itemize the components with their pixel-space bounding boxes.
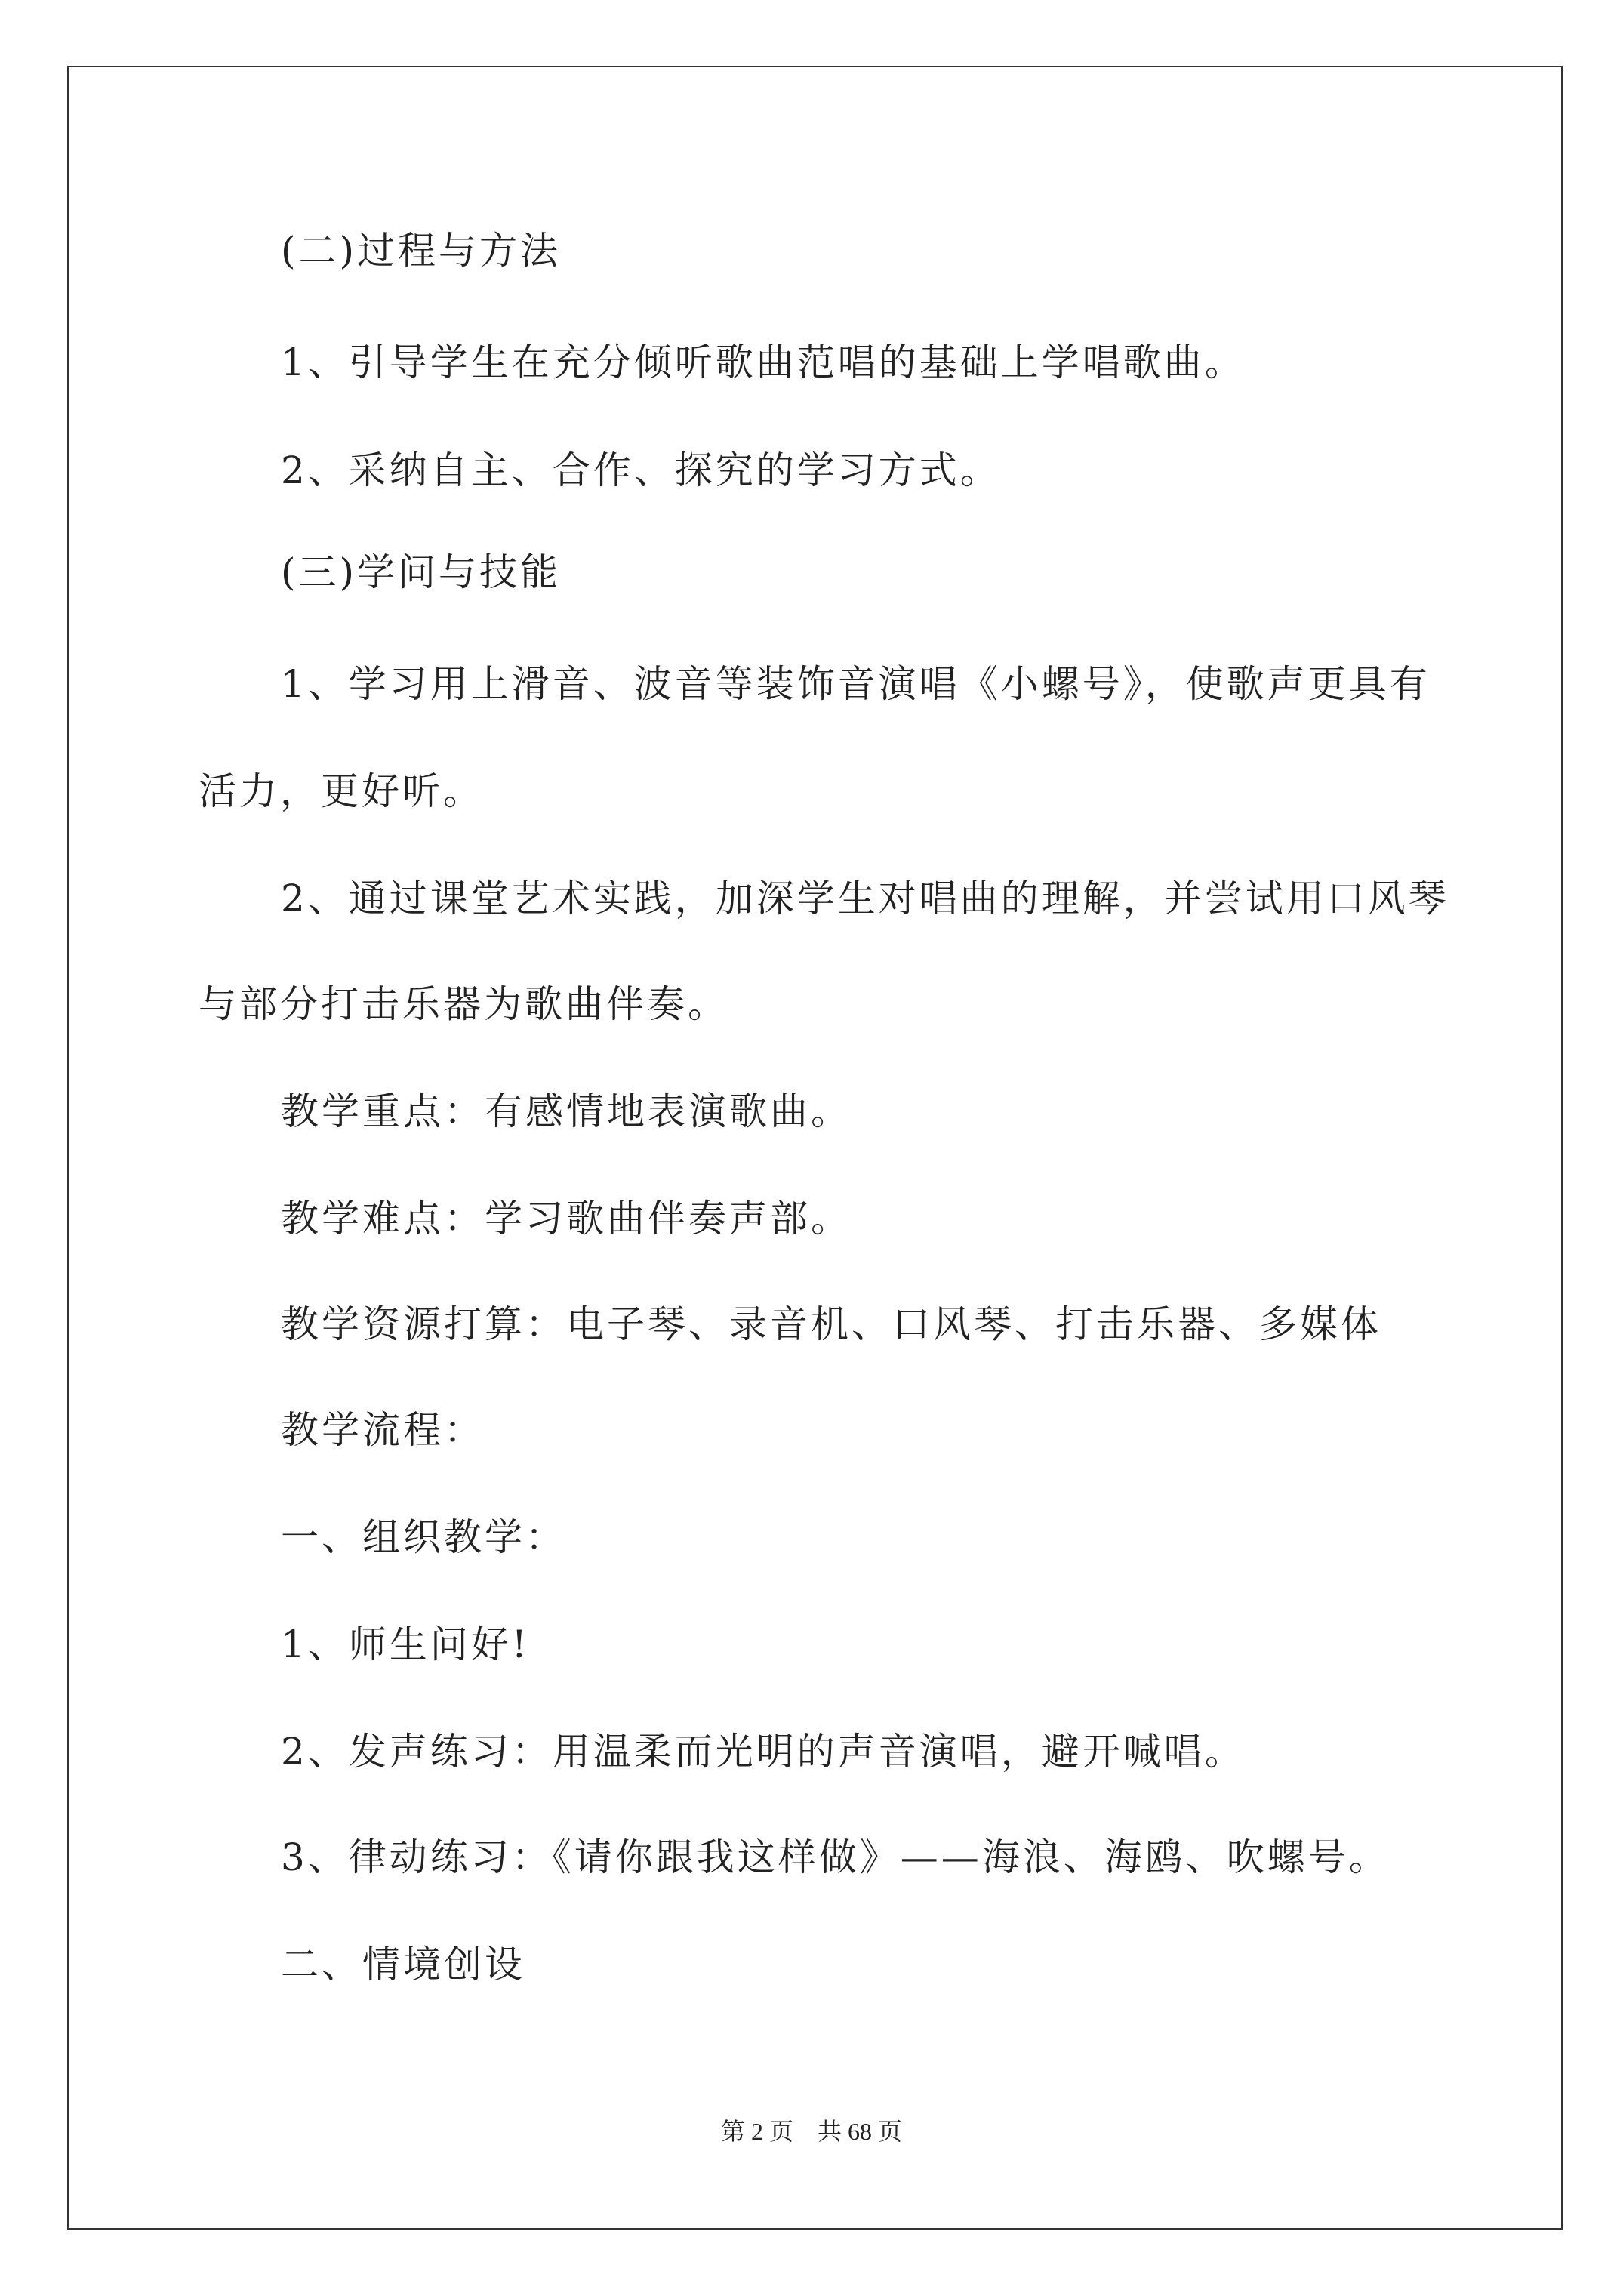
page-footer bbox=[0, 2116, 1623, 2147]
paragraph: 2、通过课堂艺术实践，加深学生对唱曲的理解，并尝试用口风琴 bbox=[281, 877, 1449, 920]
section-heading-knowledge-skills: (三)学问与技能 bbox=[281, 550, 562, 594]
list-item: 1、师生问好! bbox=[281, 1623, 530, 1666]
list-item: 2、发声练习：用温柔而光明的声音演唱，避开喊唱。 bbox=[281, 1730, 1246, 1774]
paragraph: 1、引导学生在充分倾听歌曲范唱的基础上学唱歌曲。 bbox=[281, 341, 1246, 384]
teaching-difficulty: 教学难点：学习歌曲伴奏声部。 bbox=[281, 1197, 852, 1240]
section-heading-process-method: (二)过程与方法 bbox=[281, 229, 562, 273]
teaching-process-heading: 教学流程： bbox=[281, 1408, 485, 1452]
list-item: 3、律动练习：《请你跟我这样做》——海浪、海鸥、吹螺号。 bbox=[281, 1835, 1390, 1879]
page-border bbox=[67, 66, 1563, 2230]
page-number: 第 2 页 bbox=[720, 2118, 793, 2145]
step-heading: 一、组织教学： bbox=[281, 1515, 566, 1559]
paragraph-continuation: 与部分打击乐器为歌曲伴奏。 bbox=[199, 982, 728, 1026]
total-pages: 共 68 页 bbox=[818, 2118, 903, 2145]
teaching-resources: 教学资源打算：电子琴、录音机、口风琴、打击乐器、多媒体 bbox=[281, 1302, 1381, 1346]
step-heading: 二、情境创设 bbox=[281, 1943, 525, 1986]
paragraph: 2、采纳自主、合作、探究的学习方式。 bbox=[281, 448, 1001, 492]
paragraph-continuation: 活力，更好听。 bbox=[199, 769, 484, 813]
paragraph: 1、学习用上滑音、波音等装饰音演唱《小螺号》，使歌声更具有 bbox=[281, 662, 1431, 706]
teaching-focus: 教学重点：有感情地表演歌曲。 bbox=[281, 1089, 852, 1133]
